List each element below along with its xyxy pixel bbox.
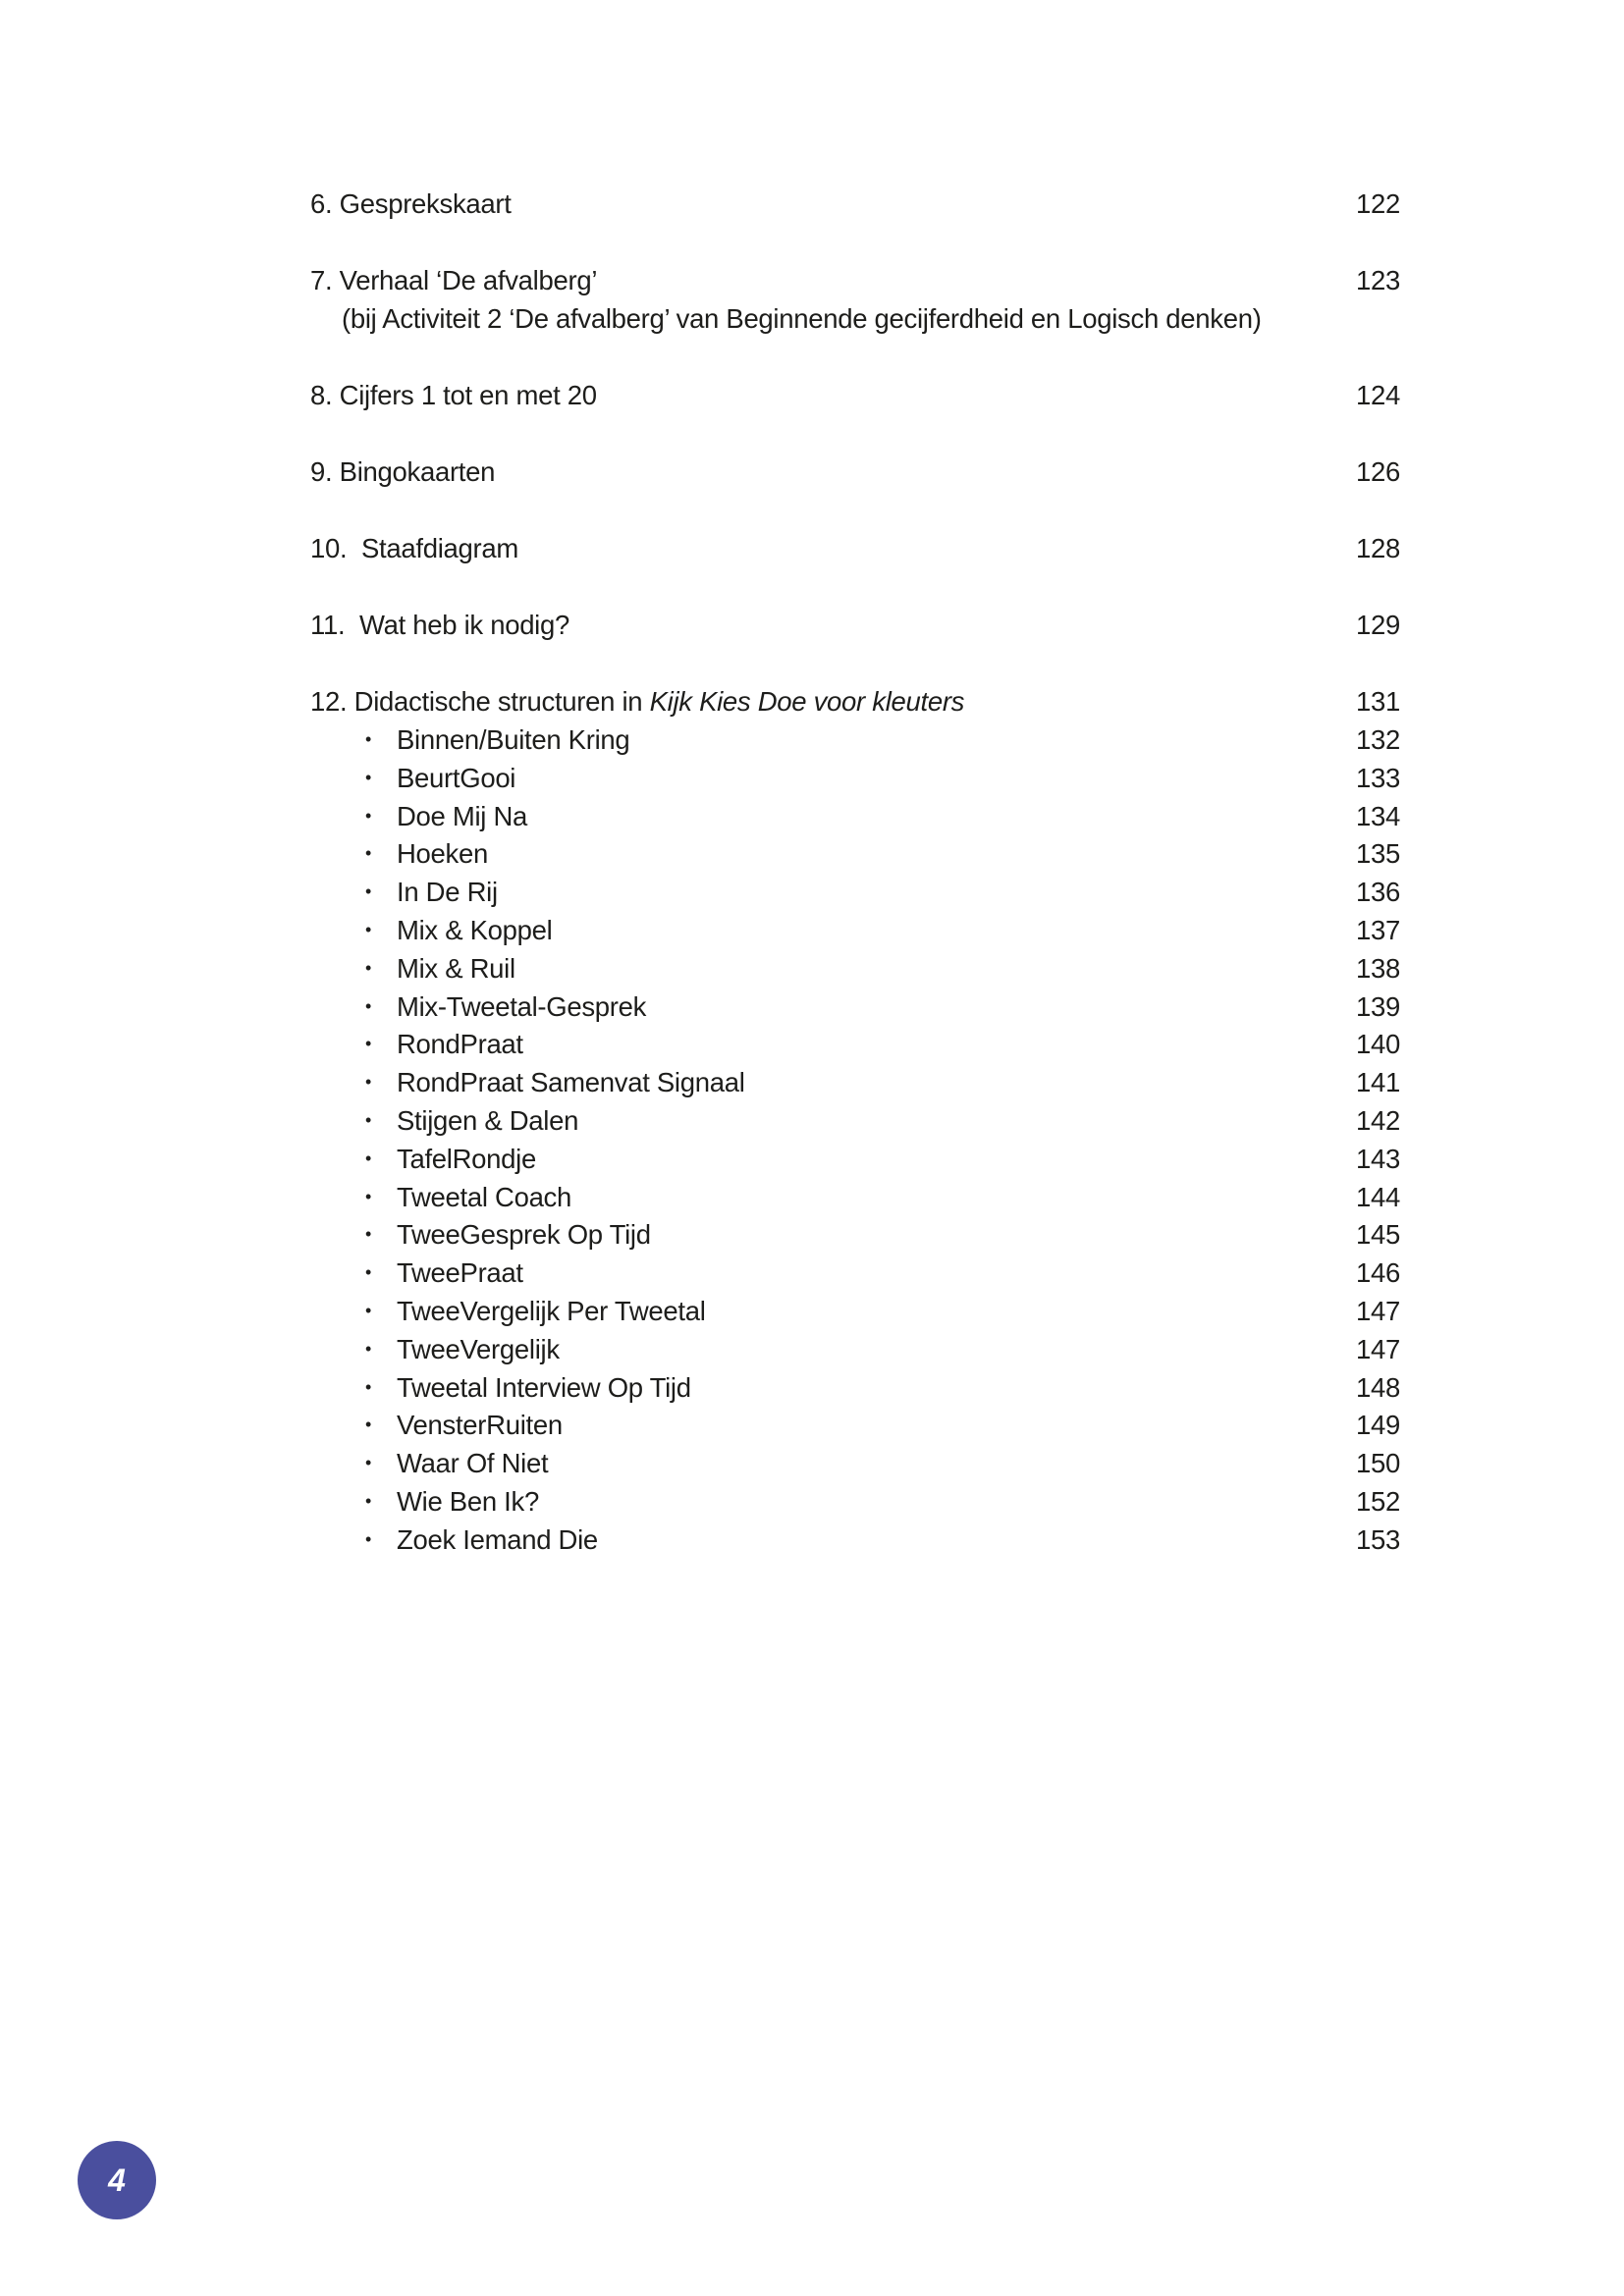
toc-entry-title: 8. Cijfers 1 tot en met 20 — [310, 380, 597, 410]
bullet-icon: • — [365, 1034, 372, 1054]
toc-sub-item-page: 132 — [1356, 724, 1400, 755]
toc-sub-item[interactable] — [310, 1178, 1400, 1216]
bullet-icon: • — [365, 1301, 372, 1320]
toc-entry-page: 122 — [1356, 188, 1400, 219]
toc-entry-note-text: (bij Activiteit 2 ‘De afvalberg’ van Beginnende gecijferdheid en Logisch denken) — [342, 303, 1262, 334]
toc-entry-verhaal-afvalberg[interactable] — [310, 261, 1400, 299]
toc-entry-title-prefix: 12. Didactische structuren in — [310, 686, 650, 717]
bullet-icon: • — [365, 1148, 372, 1168]
toc-sub-item[interactable] — [310, 1292, 1400, 1330]
toc-entry-page: 131 — [1356, 686, 1400, 717]
toc-sub-item[interactable] — [310, 988, 1400, 1026]
bullet-icon: • — [365, 843, 372, 864]
toc-sub-item[interactable] — [310, 949, 1400, 988]
toc-sub-item[interactable] — [310, 1521, 1400, 1559]
toc-sub-item-page: 147 — [1356, 1296, 1400, 1326]
bullet-icon: • — [365, 1110, 372, 1130]
bullet-icon: • — [365, 1338, 372, 1359]
toc-sub-item-page: 144 — [1356, 1181, 1400, 1212]
bullet-icon: • — [365, 1186, 372, 1206]
page-number: 4 — [108, 2162, 126, 2198]
toc-sub-item-title: Mix & Ruil — [397, 952, 515, 984]
toc-sub-item-title: TweePraat — [397, 1257, 523, 1289]
toc-sub-item-page: 143 — [1356, 1143, 1400, 1174]
toc-sub-item-page: 149 — [1356, 1410, 1400, 1441]
toc-sub-item-page: 150 — [1356, 1448, 1400, 1479]
toc-entry-page: 123 — [1356, 265, 1400, 295]
toc-entry-cijfers[interactable] — [310, 376, 1400, 414]
bullet-icon: • — [365, 1491, 372, 1511]
toc-sub-item[interactable] — [310, 1025, 1400, 1063]
toc-sub-item[interactable] — [310, 1254, 1400, 1292]
toc-sub-item[interactable] — [310, 1444, 1400, 1482]
toc-sub-item-title: In De Rij — [397, 877, 498, 908]
toc-entry-title: 6. Gesprekskaart — [310, 188, 512, 219]
bullet-icon: • — [365, 805, 372, 826]
toc-sub-item-title: Doe Mij Na — [397, 800, 528, 831]
bullet-icon: • — [365, 729, 372, 749]
toc-sub-item[interactable] — [310, 911, 1400, 949]
bullet-icon: • — [365, 1376, 372, 1397]
toc-sub-item[interactable] — [310, 1330, 1400, 1368]
toc-sub-item[interactable] — [310, 797, 1400, 835]
toc-entry-title: 7. Verhaal ‘De afvalberg’ — [310, 265, 598, 295]
toc-entry-note — [310, 299, 1400, 338]
toc-entry-title: 9. Bingokaarten — [310, 456, 496, 487]
toc-sub-item-title: RondPraat — [397, 1029, 523, 1060]
bullet-icon: • — [365, 1415, 372, 1435]
toc-entry-page: 124 — [1356, 380, 1400, 410]
toc-sub-item-title: Mix & Koppel — [397, 915, 553, 945]
toc-sub-item[interactable] — [310, 759, 1400, 797]
toc-entry-title: 10. Staafdiagram — [310, 533, 518, 563]
toc-sub-item-title: Zoek Iemand Die — [397, 1523, 598, 1555]
toc-sub-item-title: TweeGesprek Op Tijd — [397, 1219, 651, 1251]
bullet-icon: • — [365, 920, 372, 939]
toc-entry-didactische-structuren[interactable] — [310, 682, 1400, 721]
toc-sub-item[interactable] — [310, 1140, 1400, 1178]
bullet-icon: • — [365, 1528, 372, 1549]
toc-sub-item-title: TweeVergelijk — [397, 1333, 560, 1364]
toc-sub-item-page: 139 — [1356, 990, 1400, 1022]
toc-sub-item-page: 135 — [1356, 838, 1400, 870]
bullet-icon: • — [365, 767, 372, 787]
book-title: Kijk Kies Doe voor kleuters — [649, 686, 965, 717]
bullet-icon: • — [365, 881, 372, 902]
toc-sub-item-title: RondPraat Samenvat Signaal — [397, 1067, 745, 1098]
toc-sub-item-title: Waar Of Niet — [397, 1448, 549, 1479]
toc-sub-item-title: Stijgen & Dalen — [397, 1105, 579, 1136]
toc-sub-item-page: 153 — [1356, 1523, 1400, 1555]
toc-entry-title: 11. Wat heb ik nodig? — [310, 610, 569, 640]
toc-sub-item[interactable] — [310, 1063, 1400, 1101]
toc-sub-item-page: 140 — [1356, 1029, 1400, 1060]
toc-sub-item[interactable] — [310, 1215, 1400, 1254]
toc-sub-item[interactable] — [310, 834, 1400, 873]
toc-sub-item-title: Wie Ben Ik? — [397, 1486, 539, 1517]
bullet-icon: • — [365, 1072, 372, 1093]
toc-entry-staafdiagram[interactable] — [310, 529, 1400, 567]
toc-sub-item-page: 138 — [1356, 952, 1400, 984]
toc-sub-item-page: 145 — [1356, 1219, 1400, 1251]
bullet-icon: • — [365, 1224, 372, 1245]
toc-entry-page: 129 — [1356, 610, 1400, 640]
toc-sub-item-page: 146 — [1356, 1257, 1400, 1289]
toc-entry-page: 128 — [1356, 533, 1400, 563]
page-number-badge — [78, 2141, 156, 2219]
toc-entry-page: 126 — [1356, 456, 1400, 487]
toc-sub-item[interactable] — [310, 873, 1400, 911]
toc-sub-item-page: 152 — [1356, 1486, 1400, 1517]
toc-entry-gesprekskaart[interactable] — [310, 185, 1400, 223]
toc-sub-item-page: 148 — [1356, 1371, 1400, 1403]
toc-sub-item-title: Tweetal Interview Op Tijd — [397, 1371, 691, 1403]
toc-sub-item-page: 134 — [1356, 800, 1400, 831]
bullet-icon: • — [365, 1453, 372, 1473]
toc-entry-wat-heb-ik-nodig[interactable] — [310, 606, 1400, 644]
toc-sub-item-title: Binnen/Buiten Kring — [397, 724, 630, 755]
toc-sub-item-title: TafelRondje — [397, 1143, 536, 1174]
toc-sub-item-page: 142 — [1356, 1105, 1400, 1136]
toc-sub-item-title: BeurtGooi — [397, 762, 516, 793]
toc-sub-item-page: 147 — [1356, 1333, 1400, 1364]
toc-sub-item-page: 141 — [1356, 1067, 1400, 1098]
toc-entry-title — [310, 682, 964, 721]
toc-sub-item[interactable] — [310, 721, 1400, 759]
bullet-icon: • — [365, 957, 372, 978]
toc-sub-item[interactable] — [310, 1406, 1400, 1444]
toc-sub-item-title: Tweetal Coach — [397, 1181, 572, 1212]
bullet-icon: • — [365, 1262, 372, 1283]
toc-sub-item-page: 136 — [1356, 877, 1400, 908]
bullet-icon: • — [365, 995, 372, 1016]
toc-entry-bingokaarten[interactable] — [310, 453, 1400, 491]
toc-sub-item-title: Mix-Tweetal-Gesprek — [397, 990, 647, 1022]
toc-sub-item-page: 133 — [1356, 762, 1400, 793]
toc-sub-item-title: VensterRuiten — [397, 1410, 563, 1441]
toc-sub-item-title: Hoeken — [397, 838, 488, 870]
toc-sub-item[interactable] — [310, 1482, 1400, 1521]
toc-sub-item[interactable] — [310, 1368, 1400, 1407]
toc-sub-item-page: 137 — [1356, 915, 1400, 945]
toc-sub-item-title: TweeVergelijk Per Tweetal — [397, 1296, 706, 1326]
toc-sub-item[interactable] — [310, 1101, 1400, 1140]
